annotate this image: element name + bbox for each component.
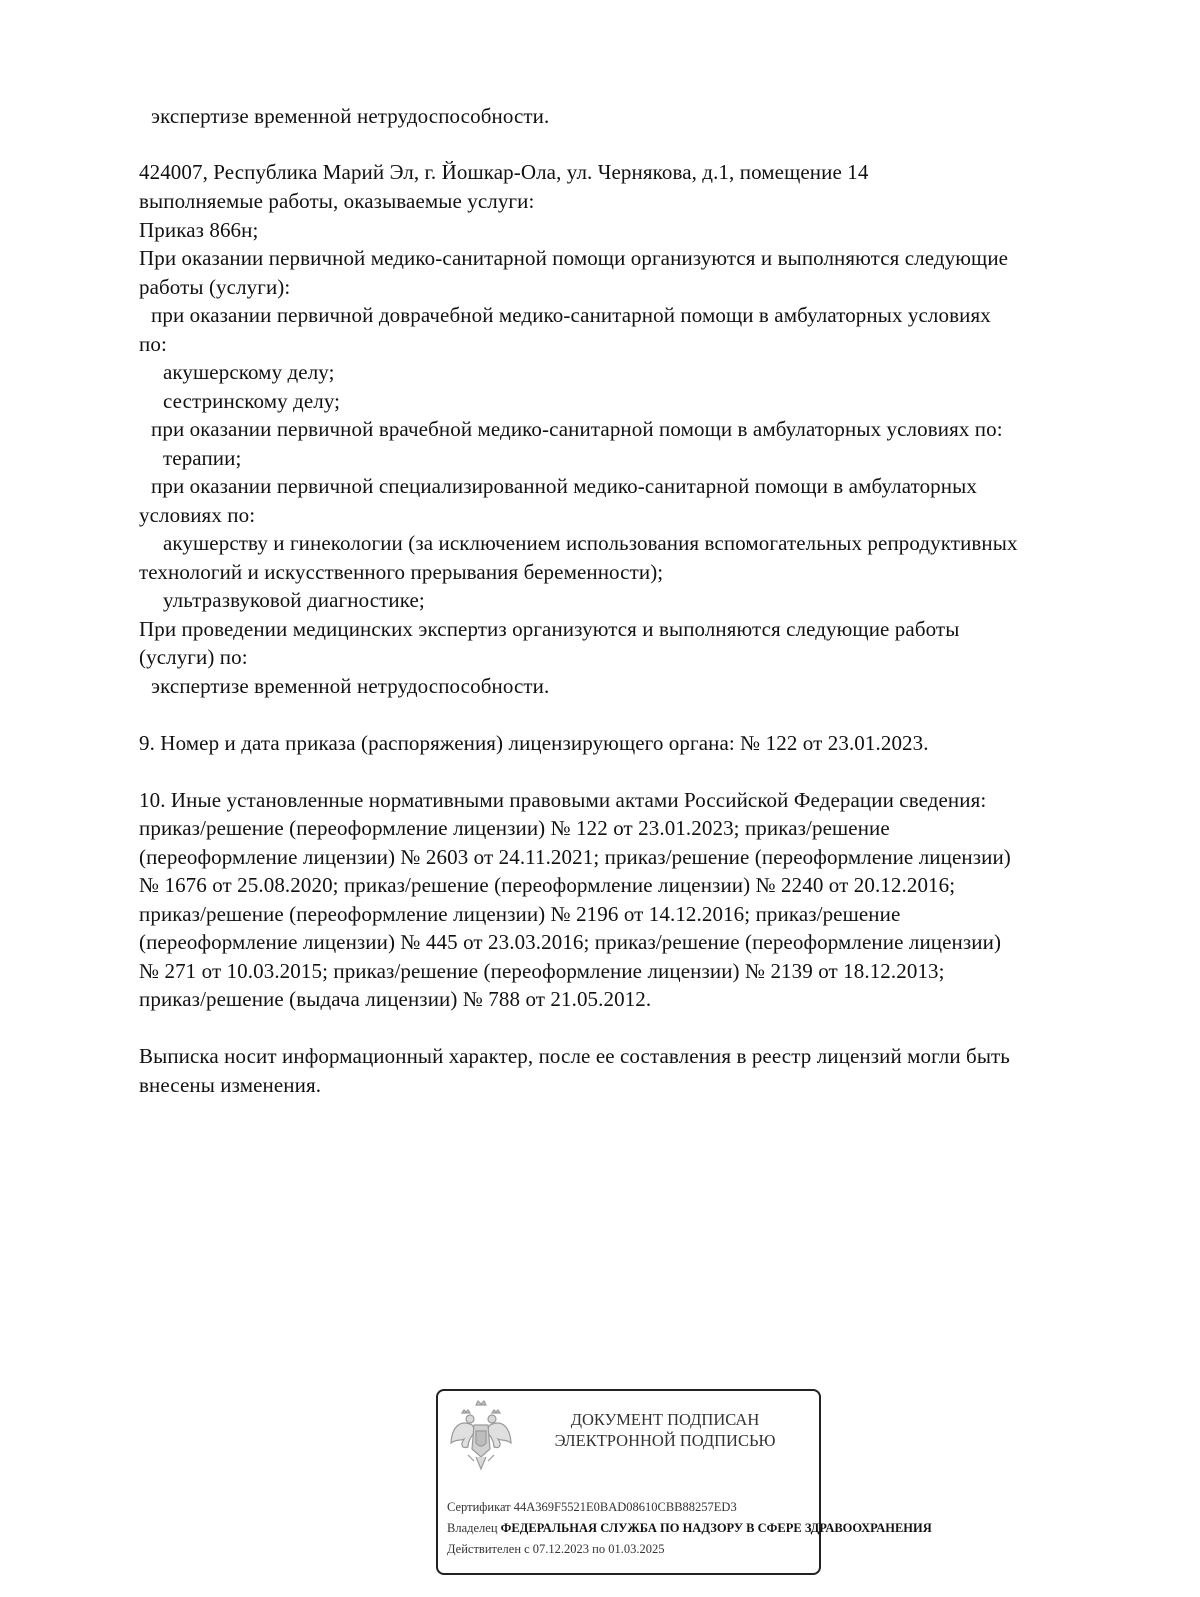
address-line: 424007, Республика Марий Эл, г. Йошкар-Ола, ул. Чернякова, д.1, помещение 14: [139, 160, 869, 184]
text-line: приказ/решение (переоформление лицензии) № 122 от 23.01.2023; приказ/решение: [139, 816, 890, 840]
owner-value: ФЕДЕРАЛЬНАЯ СЛУЖБА ПО НАДЗОРУ В СФЕРЕ ЗДРАВООХРАНЕНИЯ: [500, 1521, 932, 1535]
text-line: № 271 от 10.03.2015; приказ/решение (переоформление лицензии) № 2139 от 18.12.2013;: [139, 959, 945, 983]
text-line: ультразвуковой диагностике;: [163, 588, 425, 612]
text-line: (услуги) по:: [139, 645, 248, 669]
text-line: № 1676 от 25.08.2020; приказ/решение (переоформление лицензии) № 2240 от 20.12.2016;: [139, 873, 956, 897]
section-10-line: 10. Иные установленные нормативными правовыми актами Российской Федерации сведения:: [139, 788, 987, 812]
owner-label: Владелец: [447, 1521, 498, 1535]
stamp-title-line1: ДОКУМЕНТ ПОДПИСАН: [570, 1410, 760, 1429]
text-line: при оказании первичной врачебной медико-санитарной помощи в амбулаторных условиях по:: [151, 417, 1003, 441]
text-line: экспертизе временной нетрудоспособности.: [151, 104, 550, 128]
text-line: условиях по:: [139, 503, 256, 527]
disclaimer-line: внесены изменения.: [139, 1073, 322, 1097]
stamp-title-line2: ЭЛЕКТРОННОЙ ПОДПИСЬЮ: [554, 1431, 776, 1450]
text-line: выполняемые работы, оказываемые услуги:: [139, 189, 535, 213]
russian-coat-of-arms-icon: [448, 1399, 514, 1473]
text-line: экспертизе временной нетрудоспособности.: [151, 674, 550, 698]
text-line: сестринскому делу;: [163, 389, 341, 413]
validity-line: Действителен с 07.12.2023 по 01.03.2025: [447, 1542, 665, 1556]
text-line: акушерскому делу;: [163, 360, 335, 384]
text-line: (переоформление лицензии) № 445 от 23.03.2016; приказ/решение (переоформление лицензии): [139, 930, 1002, 954]
owner-line: [447, 1520, 932, 1536]
certificate-value: 44A369F5521E0BAD08610CBB88257ED3: [513, 1500, 737, 1514]
text-line: При оказании первичной медико-санитарной помощи организуются и выполняются следующие: [139, 246, 1009, 270]
text-line: При проведении медицинских экспертиз организуются и выполняются следующие работы: [139, 617, 960, 641]
text-line: (переоформление лицензии) № 2603 от 24.11.2021; приказ/решение (переоформление лицензии): [139, 845, 1011, 869]
text-line: работы (услуги):: [139, 275, 291, 299]
section-9-line: 9. Номер и дата приказа (распоряжения) лицензирующего органа: № 122 от 23.01.2023.: [139, 731, 929, 755]
certificate-line: [447, 1499, 737, 1515]
disclaimer-line: Выписка носит информационный характер, после ее составления в реестр лицензий могли быть: [139, 1044, 1010, 1068]
text-line: технологий и искусственного прерывания беременности);: [139, 560, 664, 584]
text-line: акушерству и гинекологии (за исключением использования вспомогательных репродуктивных: [163, 531, 1018, 555]
text-line: приказ/решение (выдача лицензии) № 788 от 21.05.2012.: [139, 987, 652, 1011]
text-line: приказ/решение (переоформление лицензии) № 2196 от 14.12.2016; приказ/решение: [139, 902, 901, 926]
text-line: терапии;: [163, 446, 242, 470]
certificate-label: Сертификат: [447, 1500, 511, 1514]
text-line: Приказ 866н;: [139, 218, 259, 242]
electronic-signature-stamp: [436, 1389, 932, 1575]
text-line: при оказании первичной специализированной медико-санитарной помощи в амбулаторных: [151, 474, 977, 498]
text-line: при оказании первичной доврачебной медико-санитарной помощи в амбулаторных условиях: [151, 303, 991, 327]
text-line: по:: [139, 332, 167, 356]
